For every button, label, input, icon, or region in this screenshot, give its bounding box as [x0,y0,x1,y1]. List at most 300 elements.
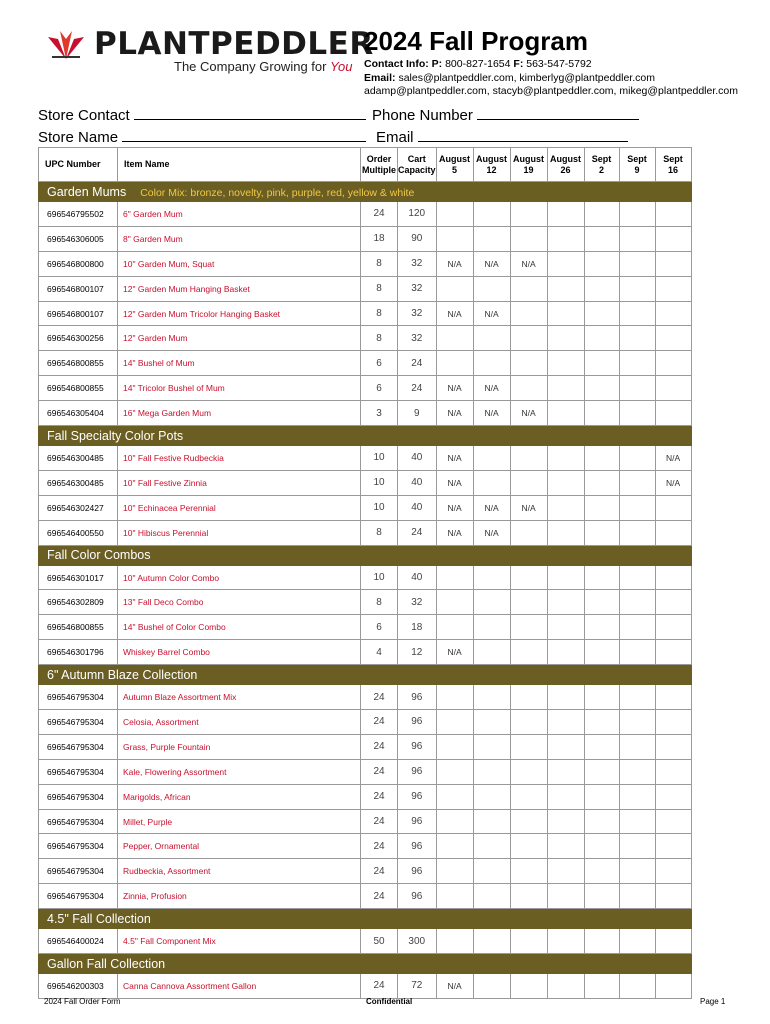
week-order-cell[interactable] [436,759,473,784]
week-order-cell[interactable] [584,834,619,859]
week-order-cell[interactable] [547,640,584,665]
week-order-cell[interactable] [584,251,619,276]
week-order-cell[interactable] [510,301,547,326]
section-header [39,665,692,685]
week-order-cell[interactable] [584,470,619,495]
week-order-cell[interactable] [510,590,547,615]
week-order-cell[interactable] [436,884,473,909]
week-order-cell[interactable] [655,884,691,909]
week-order-cell[interactable] [473,446,510,471]
contact-label: Contact Info: [364,58,429,70]
week-order-cell[interactable] [473,226,510,251]
column-header-week [547,148,584,182]
order-multiple-cell: 6 [361,615,398,640]
week-day: 16 [668,164,679,175]
section-header [39,426,692,446]
week-order-cell[interactable] [510,226,547,251]
week-order-cell[interactable] [436,226,473,251]
section-title: Fall Specialty Color Pots [47,428,184,443]
section-header-row [39,954,692,974]
item-name-cell: 10" Echinacea Perennial [118,495,361,520]
table-row [39,615,692,640]
week-order-cell[interactable] [510,520,547,545]
week-order-cell[interactable] [510,734,547,759]
item-name-cell: 8" Garden Mum [118,226,361,251]
cart-capacity-cell: 96 [398,859,437,884]
store-contact-blank[interactable] [134,106,366,120]
week-order-cell[interactable] [547,376,584,401]
week-order-cell[interactable] [436,710,473,735]
week-order-cell[interactable] [510,351,547,376]
week-order-cell[interactable] [619,734,655,759]
cart-capacity-cell: 32 [398,326,437,351]
item-name-cell: 12" Garden Mum Tricolor Hanging Basket [118,301,361,326]
week-order-cell[interactable] [584,734,619,759]
week-order-cell[interactable] [619,226,655,251]
week-order-cell[interactable] [547,615,584,640]
week-order-cell[interactable] [655,929,691,954]
week-order-cell[interactable] [547,590,584,615]
week-order-cell: N/A [655,470,691,495]
week-order-cell[interactable] [584,565,619,590]
column-header-week [619,148,655,182]
cart-capacity-cell: 32 [398,590,437,615]
footer-confidential: Confidential [366,997,413,1006]
week-order-cell[interactable] [547,251,584,276]
week-order-cell[interactable] [510,929,547,954]
week-order-cell[interactable] [547,301,584,326]
week-order-cell[interactable] [547,401,584,426]
cart-capacity-cell: 40 [398,565,437,590]
order-multiple-line2: Multiple [362,164,396,175]
table-row [39,376,692,401]
week-order-cell[interactable] [619,685,655,710]
week-order-cell[interactable] [584,590,619,615]
week-order-cell[interactable] [619,615,655,640]
week-order-cell[interactable] [510,834,547,859]
section-title: Garden Mums [47,184,127,199]
week-order-cell[interactable] [655,351,691,376]
week-order-cell[interactable] [547,734,584,759]
week-order-cell[interactable] [619,974,655,999]
week-order-cell[interactable] [655,615,691,640]
week-order-cell[interactable] [436,929,473,954]
week-order-cell[interactable] [473,615,510,640]
week-order-cell[interactable] [473,202,510,227]
week-order-cell[interactable] [619,809,655,834]
week-order-cell[interactable] [473,974,510,999]
week-order-cell[interactable] [510,884,547,909]
cart-capacity-cell: 9 [398,401,437,426]
order-multiple-cell: 24 [361,834,398,859]
week-order-cell[interactable] [619,565,655,590]
week-order-cell[interactable] [655,326,691,351]
week-order-cell[interactable] [584,974,619,999]
order-multiple-cell: 24 [361,734,398,759]
cart-capacity-line1: Cart [407,153,426,164]
week-order-cell[interactable] [473,809,510,834]
order-multiple-cell: 10 [361,565,398,590]
cart-capacity-cell: 96 [398,784,437,809]
week-order-cell[interactable] [584,376,619,401]
week-order-cell[interactable] [436,276,473,301]
table-body [39,182,692,999]
week-order-cell[interactable] [510,859,547,884]
upc-cell: 696546305404 [39,401,118,426]
week-order-cell[interactable] [619,401,655,426]
week-order-cell[interactable] [584,809,619,834]
phone-number-blank[interactable] [477,106,639,120]
phone-number-field[interactable] [372,106,639,124]
cart-capacity-cell: 96 [398,809,437,834]
item-name-cell: 10" Fall Festive Rudbeckia [118,446,361,471]
week-order-cell[interactable] [547,759,584,784]
week-order-cell[interactable] [510,809,547,834]
week-order-cell: N/A [473,401,510,426]
table-row [39,809,692,834]
table-row [39,276,692,301]
week-order-cell[interactable] [510,470,547,495]
week-order-cell[interactable] [436,590,473,615]
week-order-cell[interactable] [473,590,510,615]
table-row [39,470,692,495]
week-order-cell[interactable] [510,640,547,665]
week-month: August [439,153,471,164]
phone-label: P: [431,58,443,70]
week-order-cell[interactable] [584,929,619,954]
week-order-cell[interactable] [655,710,691,735]
tagline-text: The Company Growing for [174,59,327,74]
week-order-cell[interactable] [510,710,547,735]
week-order-cell[interactable] [473,326,510,351]
cart-capacity-cell: 96 [398,759,437,784]
week-order-cell[interactable] [584,859,619,884]
week-order-cell[interactable] [510,759,547,784]
table-row [39,495,692,520]
table-row [39,859,692,884]
upc-cell: 696546301017 [39,565,118,590]
week-order-cell[interactable] [473,734,510,759]
upc-cell: 696546300256 [39,326,118,351]
table-row [39,520,692,545]
week-order-cell[interactable] [473,640,510,665]
section-header [39,954,692,974]
week-order-cell[interactable] [436,565,473,590]
week-order-cell: N/A [436,376,473,401]
upc-cell: 696546795304 [39,734,118,759]
column-header-week [473,148,510,182]
upc-cell: 696546800855 [39,615,118,640]
week-order-cell[interactable] [584,884,619,909]
week-order-cell[interactable] [619,470,655,495]
order-table [38,147,692,999]
week-order-cell[interactable] [655,276,691,301]
email-field[interactable] [376,128,628,146]
week-order-cell[interactable] [619,351,655,376]
email-label: Email: [364,72,396,84]
week-order-cell[interactable] [510,565,547,590]
cart-capacity-cell: 300 [398,929,437,954]
week-order-cell[interactable] [584,226,619,251]
week-order-cell[interactable] [584,351,619,376]
email-blank[interactable] [418,128,628,142]
week-order-cell[interactable] [655,685,691,710]
week-order-cell[interactable] [510,685,547,710]
week-order-cell[interactable] [584,759,619,784]
cart-capacity-cell: 72 [398,974,437,999]
week-order-cell[interactable] [547,834,584,859]
week-month: Sept [591,153,612,164]
cart-capacity-cell: 40 [398,470,437,495]
week-order-cell[interactable] [584,520,619,545]
week-order-cell[interactable] [584,495,619,520]
item-name-cell: 12" Garden Mum [118,326,361,351]
week-order-cell[interactable] [436,859,473,884]
item-name-cell: 16" Mega Garden Mum [118,401,361,426]
week-order-cell[interactable] [619,301,655,326]
week-order-cell[interactable] [436,734,473,759]
week-order-cell[interactable] [655,202,691,227]
upc-cell: 696546795304 [39,834,118,859]
table-row [39,685,692,710]
week-order-cell[interactable] [619,710,655,735]
order-multiple-cell: 10 [361,495,398,520]
week-order-cell[interactable] [547,351,584,376]
week-order-cell[interactable] [547,859,584,884]
week-order-cell[interactable] [473,759,510,784]
week-order-cell[interactable] [547,446,584,471]
week-order-cell[interactable] [436,326,473,351]
week-order-cell[interactable] [619,929,655,954]
week-order-cell[interactable] [436,834,473,859]
week-order-cell[interactable] [619,446,655,471]
week-order-cell: N/A [436,974,473,999]
week-order-cell[interactable] [584,710,619,735]
footer-form-name: 2024 Fall Order Form [44,997,121,1006]
week-order-cell[interactable] [584,685,619,710]
week-order-cell[interactable] [473,565,510,590]
week-order-cell[interactable] [619,202,655,227]
week-order-cell[interactable] [655,301,691,326]
section-header [39,182,692,202]
order-multiple-cell: 50 [361,929,398,954]
week-order-cell[interactable] [584,401,619,426]
week-order-cell[interactable] [655,590,691,615]
week-order-cell[interactable] [547,784,584,809]
item-name-cell: 4.5" Fall Component Mix [118,929,361,954]
section-title: 4.5" Fall Collection [47,911,151,926]
section-header-row [39,909,692,929]
week-order-cell[interactable] [655,640,691,665]
week-order-cell[interactable] [619,276,655,301]
week-order-cell[interactable] [510,974,547,999]
week-order-cell[interactable] [473,276,510,301]
item-name-cell: Autumn Blaze Assortment Mix [118,685,361,710]
week-order-cell[interactable] [473,834,510,859]
order-multiple-cell: 8 [361,251,398,276]
store-name-field[interactable] [38,128,366,146]
upc-cell: 696546300485 [39,470,118,495]
item-name-cell: Celosia, Assortment [118,710,361,735]
column-header-cart-capacity [398,148,437,182]
cart-capacity-cell: 40 [398,495,437,520]
store-contact-field[interactable] [38,106,366,124]
email-info [364,72,655,84]
week-order-cell[interactable] [584,301,619,326]
week-order-cell[interactable] [655,376,691,401]
week-order-cell[interactable] [547,565,584,590]
table-row [39,446,692,471]
week-order-cell[interactable] [655,565,691,590]
week-order-cell[interactable] [619,326,655,351]
table-row [39,884,692,909]
week-order-cell[interactable] [619,251,655,276]
order-multiple-cell: 8 [361,276,398,301]
week-order-cell[interactable] [473,929,510,954]
week-order-cell[interactable] [473,884,510,909]
week-order-cell: N/A [436,401,473,426]
week-order-cell[interactable] [655,734,691,759]
week-order-cell[interactable] [547,710,584,735]
cart-capacity-cell: 18 [398,615,437,640]
store-name-label: Store Name [38,129,119,146]
item-name-cell: Zinnia, Profusion [118,884,361,909]
table-row [39,301,692,326]
week-order-cell[interactable] [655,784,691,809]
week-order-cell[interactable] [436,809,473,834]
week-order-cell[interactable] [547,202,584,227]
week-order-cell[interactable] [655,809,691,834]
section-title: Fall Color Combos [47,548,151,563]
week-order-cell[interactable] [547,809,584,834]
week-order-cell[interactable] [510,202,547,227]
week-order-cell[interactable] [547,884,584,909]
week-order-cell[interactable] [655,226,691,251]
week-order-cell[interactable] [436,202,473,227]
order-multiple-cell: 3 [361,401,398,426]
week-order-cell: N/A [436,640,473,665]
week-order-cell[interactable] [473,351,510,376]
order-multiple-cell: 24 [361,202,398,227]
order-multiple-cell: 18 [361,226,398,251]
item-name-cell: 6" Garden Mum [118,202,361,227]
phone-number-label: Phone Number [372,107,473,124]
upc-cell: 696546301796 [39,640,118,665]
week-order-cell[interactable] [655,401,691,426]
week-order-cell[interactable] [510,276,547,301]
column-header-week [584,148,619,182]
week-order-cell[interactable] [619,784,655,809]
section-header-row [39,545,692,565]
week-order-cell[interactable] [619,884,655,909]
week-order-cell[interactable] [619,834,655,859]
week-order-cell[interactable] [547,495,584,520]
week-order-cell[interactable] [655,495,691,520]
week-order-cell[interactable] [584,615,619,640]
order-multiple-cell: 10 [361,446,398,471]
week-order-cell[interactable] [655,759,691,784]
week-order-cell[interactable] [473,685,510,710]
week-order-cell[interactable] [473,710,510,735]
week-order-cell[interactable] [547,974,584,999]
week-order-cell: N/A [473,301,510,326]
table-row [39,974,692,999]
week-order-cell[interactable] [655,974,691,999]
week-order-cell[interactable] [619,495,655,520]
week-order-cell[interactable] [547,276,584,301]
week-order-cell[interactable] [619,376,655,401]
footer-page-number: Page 1 [700,997,726,1006]
week-order-cell[interactable] [510,446,547,471]
week-order-cell[interactable] [473,859,510,884]
store-name-blank[interactable] [122,128,366,142]
week-order-cell[interactable] [619,859,655,884]
week-order-cell[interactable] [584,202,619,227]
fax-value: 563-547-5792 [526,58,592,70]
week-order-cell[interactable] [510,376,547,401]
phone-value: 800-827-1654 [445,58,511,70]
week-order-cell[interactable] [547,929,584,954]
week-order-cell[interactable] [473,470,510,495]
week-order-cell[interactable] [436,351,473,376]
item-name-cell: Kale, Flowering Assortment [118,759,361,784]
week-order-cell[interactable] [584,326,619,351]
week-order-cell[interactable] [547,520,584,545]
week-order-cell[interactable] [584,784,619,809]
week-order-cell[interactable] [547,685,584,710]
week-order-cell[interactable] [584,446,619,471]
week-order-cell[interactable] [655,834,691,859]
week-order-cell[interactable] [619,640,655,665]
week-order-cell[interactable] [655,520,691,545]
week-day: 2 [599,164,605,175]
week-order-cell[interactable] [510,326,547,351]
cart-capacity-cell: 32 [398,301,437,326]
week-month: August [476,153,508,164]
week-order-cell[interactable] [655,251,691,276]
plantpeddler-logo [44,26,374,77]
item-name-cell: Marigolds, African [118,784,361,809]
week-order-cell[interactable] [547,470,584,495]
week-order-cell[interactable] [436,784,473,809]
table-row [39,734,692,759]
week-order-cell[interactable] [619,520,655,545]
week-order-cell[interactable] [584,640,619,665]
brand-name: PLANTPEDDLER [94,26,374,62]
week-order-cell[interactable] [436,615,473,640]
week-order-cell[interactable] [473,784,510,809]
week-order-cell[interactable] [436,685,473,710]
email-addresses-2: adamp@plantpeddler.com, stacyb@plantpeddler.com, mikeg@plantpeddler.com [364,85,739,97]
week-order-cell[interactable] [547,326,584,351]
item-name-cell: Rudbeckia, Assortment [118,859,361,884]
week-order-cell[interactable] [510,784,547,809]
week-order-cell[interactable] [619,759,655,784]
order-multiple-cell: 24 [361,685,398,710]
table-row [39,640,692,665]
week-order-cell[interactable] [655,859,691,884]
week-order-cell[interactable] [619,590,655,615]
week-day: 9 [634,164,640,175]
order-multiple-cell: 24 [361,784,398,809]
email-field-label: Email [376,129,414,146]
week-order-cell[interactable] [510,615,547,640]
week-day: 5 [452,164,458,175]
week-order-cell[interactable] [547,226,584,251]
week-order-cell[interactable] [584,276,619,301]
week-order-cell: N/A [510,495,547,520]
table-row [39,326,692,351]
